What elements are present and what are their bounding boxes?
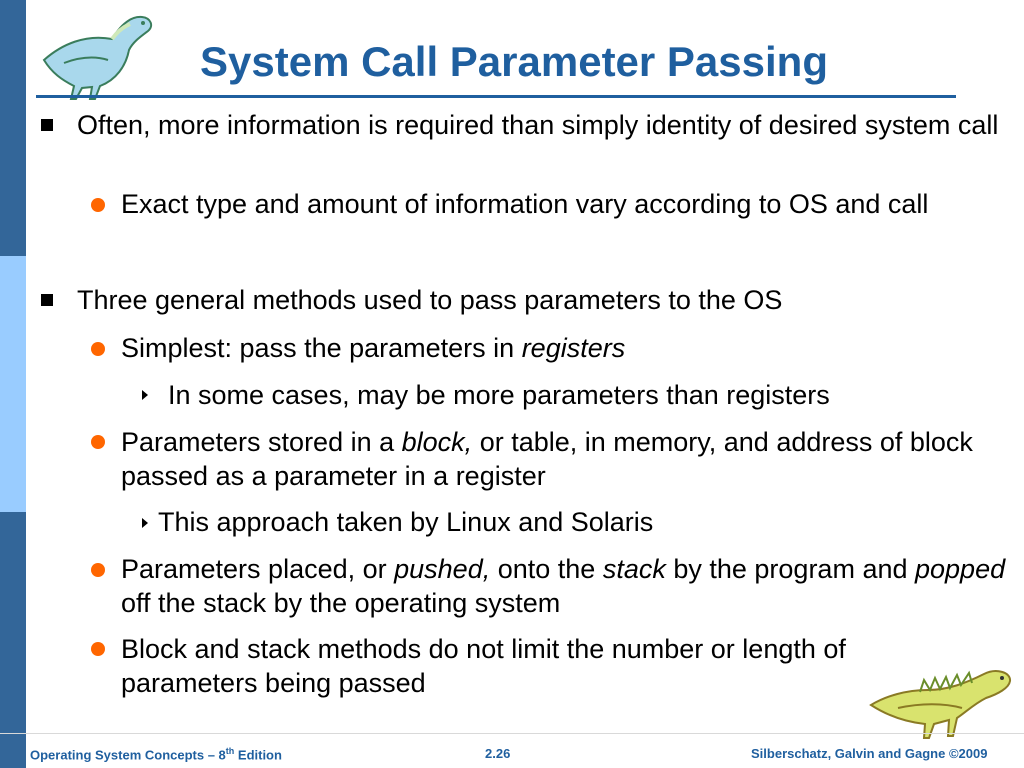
emphasis-text: stack (602, 554, 666, 584)
emphasis-text: pushed, (394, 554, 491, 584)
footer-book-title (30, 746, 282, 762)
text-run: onto the (490, 554, 603, 584)
round-bullet-icon (91, 342, 105, 356)
dinosaur-icon (34, 8, 156, 100)
square-bullet-icon (41, 294, 53, 306)
text-run: by the program and (665, 554, 915, 584)
triangle-bullet-icon (142, 518, 148, 528)
emphasis-text: block, (401, 427, 473, 457)
sub-bullet-item (121, 425, 1011, 493)
bullet-item: Often, more information is required than simply identity of desired system call (77, 110, 999, 140)
footer-text: Edition (234, 747, 282, 763)
triangle-bullet-icon (142, 390, 148, 400)
bullet-item: Three general methods used to pass parameters to the OS (77, 285, 783, 315)
footer-text: Operating System Concepts – 8 (30, 747, 226, 763)
text-run: off the stack by the operating system (121, 588, 561, 618)
footer-superscript: th (225, 746, 235, 756)
text-run: Simplest: pass the parameters in (121, 333, 522, 363)
sidebar-band-top (0, 0, 26, 256)
text-run: Parameters stored in a (121, 427, 402, 457)
round-bullet-icon (91, 435, 105, 449)
round-bullet-icon (91, 198, 105, 212)
round-bullet-icon (91, 642, 105, 656)
square-bullet-icon (41, 119, 53, 131)
title-divider (36, 95, 956, 98)
dinosaur-icon (866, 660, 1016, 740)
footer-divider (0, 733, 1024, 734)
page-title: System Call Parameter Passing (200, 38, 828, 85)
text-run: Parameters placed, or (121, 554, 395, 584)
text-run: or table, in memory, and address of block passed as a parameter in a register (121, 427, 973, 491)
emphasis-text: registers (521, 333, 626, 363)
sub-bullet-item (121, 552, 1011, 620)
round-bullet-icon (91, 563, 105, 577)
footer-authors: Silberschatz, Galvin and Gagne ©2009 (751, 746, 988, 761)
sub-bullet-item: Exact type and amount of information vary according to OS and call (121, 189, 929, 219)
emphasis-text: popped (915, 554, 1006, 584)
sidebar-band-middle (0, 256, 26, 512)
sub-bullet-item (121, 331, 1011, 365)
slide-number: 2.26 (485, 746, 511, 761)
sub-bullet-item: Block and stack methods do not limit the number or length of parameters being passed (121, 634, 846, 698)
sidebar-band-bottom (0, 512, 26, 768)
third-level-bullet-item: In some cases, may be more parameters than registers (168, 380, 830, 410)
third-level-bullet-item: This approach taken by Linux and Solaris (158, 507, 654, 537)
